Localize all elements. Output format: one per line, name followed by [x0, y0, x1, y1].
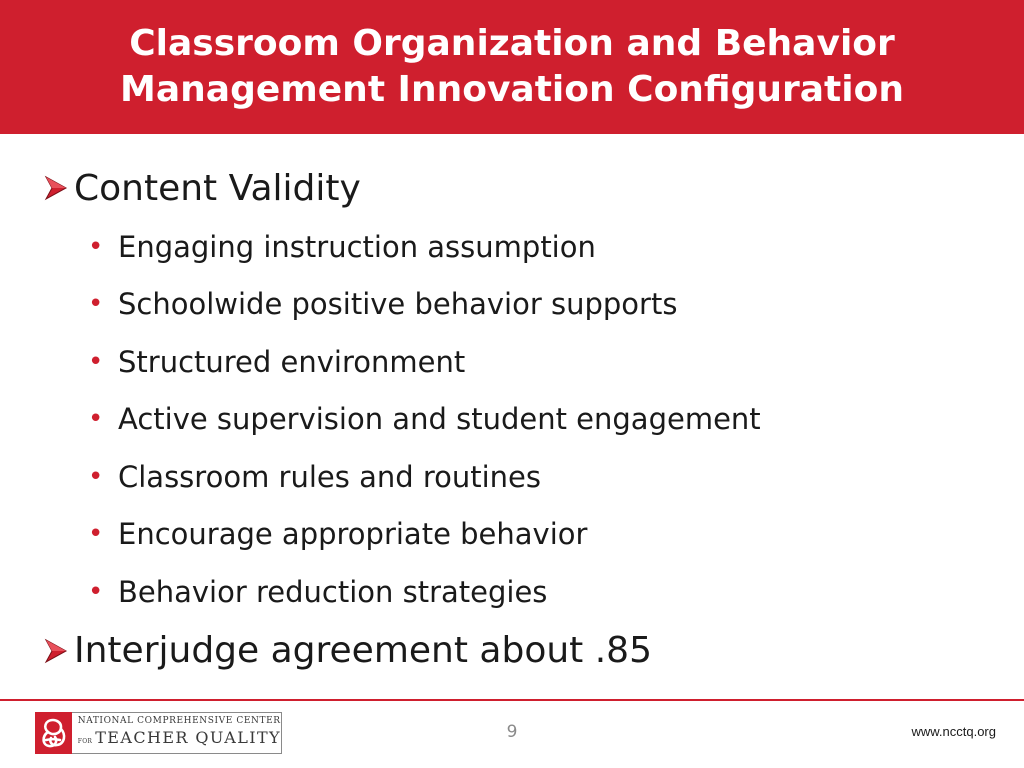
sub-bullet: [44, 333, 1004, 391]
bullet-label: Interjudge agreement about .85: [74, 630, 652, 671]
arrowhead-bullet-icon: [44, 638, 74, 664]
logo-line-1: NATIONAL COMPREHENSIVE CENTER: [77, 715, 281, 726]
footer-divider: [0, 699, 1024, 701]
ncctq-knot-logo-icon: [35, 712, 72, 754]
dot-bullet-icon: •: [88, 519, 104, 550]
sub-bullet-label: Encourage appropriate behavior: [118, 517, 588, 552]
slide-title-line-1: Classroom Organization and Behavior: [129, 23, 895, 64]
sub-bullet-label: Active supervision and student engagement: [118, 402, 761, 437]
arrowhead-bullet-icon: [44, 175, 74, 201]
dot-bullet-icon: •: [88, 231, 104, 262]
sub-bullet: [44, 218, 1004, 276]
sub-bullet: [44, 391, 1004, 449]
sub-bullet-label: Behavior reduction strategies: [118, 574, 548, 609]
dot-bullet-icon: •: [88, 576, 104, 607]
dot-bullet-icon: •: [88, 346, 104, 377]
sub-bullet: [44, 276, 1004, 334]
bullet-label: Content Validity: [74, 167, 361, 209]
logo-wordmark: [72, 712, 282, 754]
dot-bullet-icon: •: [88, 404, 104, 435]
logo-line-2: TEACHER QUALITY: [95, 727, 281, 747]
sub-bullet-label: Engaging instruction assumption: [118, 229, 596, 264]
sub-bullet: [44, 506, 1004, 564]
sub-bullet-label: Schoolwide positive behavior supports: [118, 287, 678, 322]
sub-bullet: [44, 563, 1004, 621]
dot-bullet-icon: •: [88, 289, 104, 320]
content-validity-sublist: [44, 218, 1004, 621]
bullet-interjudge-agreement: [44, 627, 1004, 675]
slide-title-line-2: Management Innovation Configuration: [120, 69, 904, 110]
bullet-content-validity: [44, 164, 1004, 212]
logo-for: FOR: [77, 737, 93, 745]
ncctq-logo: [35, 712, 282, 754]
logo-line-2-row: [78, 728, 281, 752]
footer-url: www.ncctq.org: [911, 724, 996, 739]
sub-bullet: [44, 448, 1004, 506]
sub-bullet-label: Structured environment: [118, 344, 466, 379]
sub-bullet-label: Classroom rules and routines: [118, 459, 542, 494]
dot-bullet-icon: •: [88, 461, 104, 492]
page-number: 9: [506, 722, 518, 742]
title-bar: [0, 0, 1024, 134]
slide-body: [44, 164, 1004, 675]
